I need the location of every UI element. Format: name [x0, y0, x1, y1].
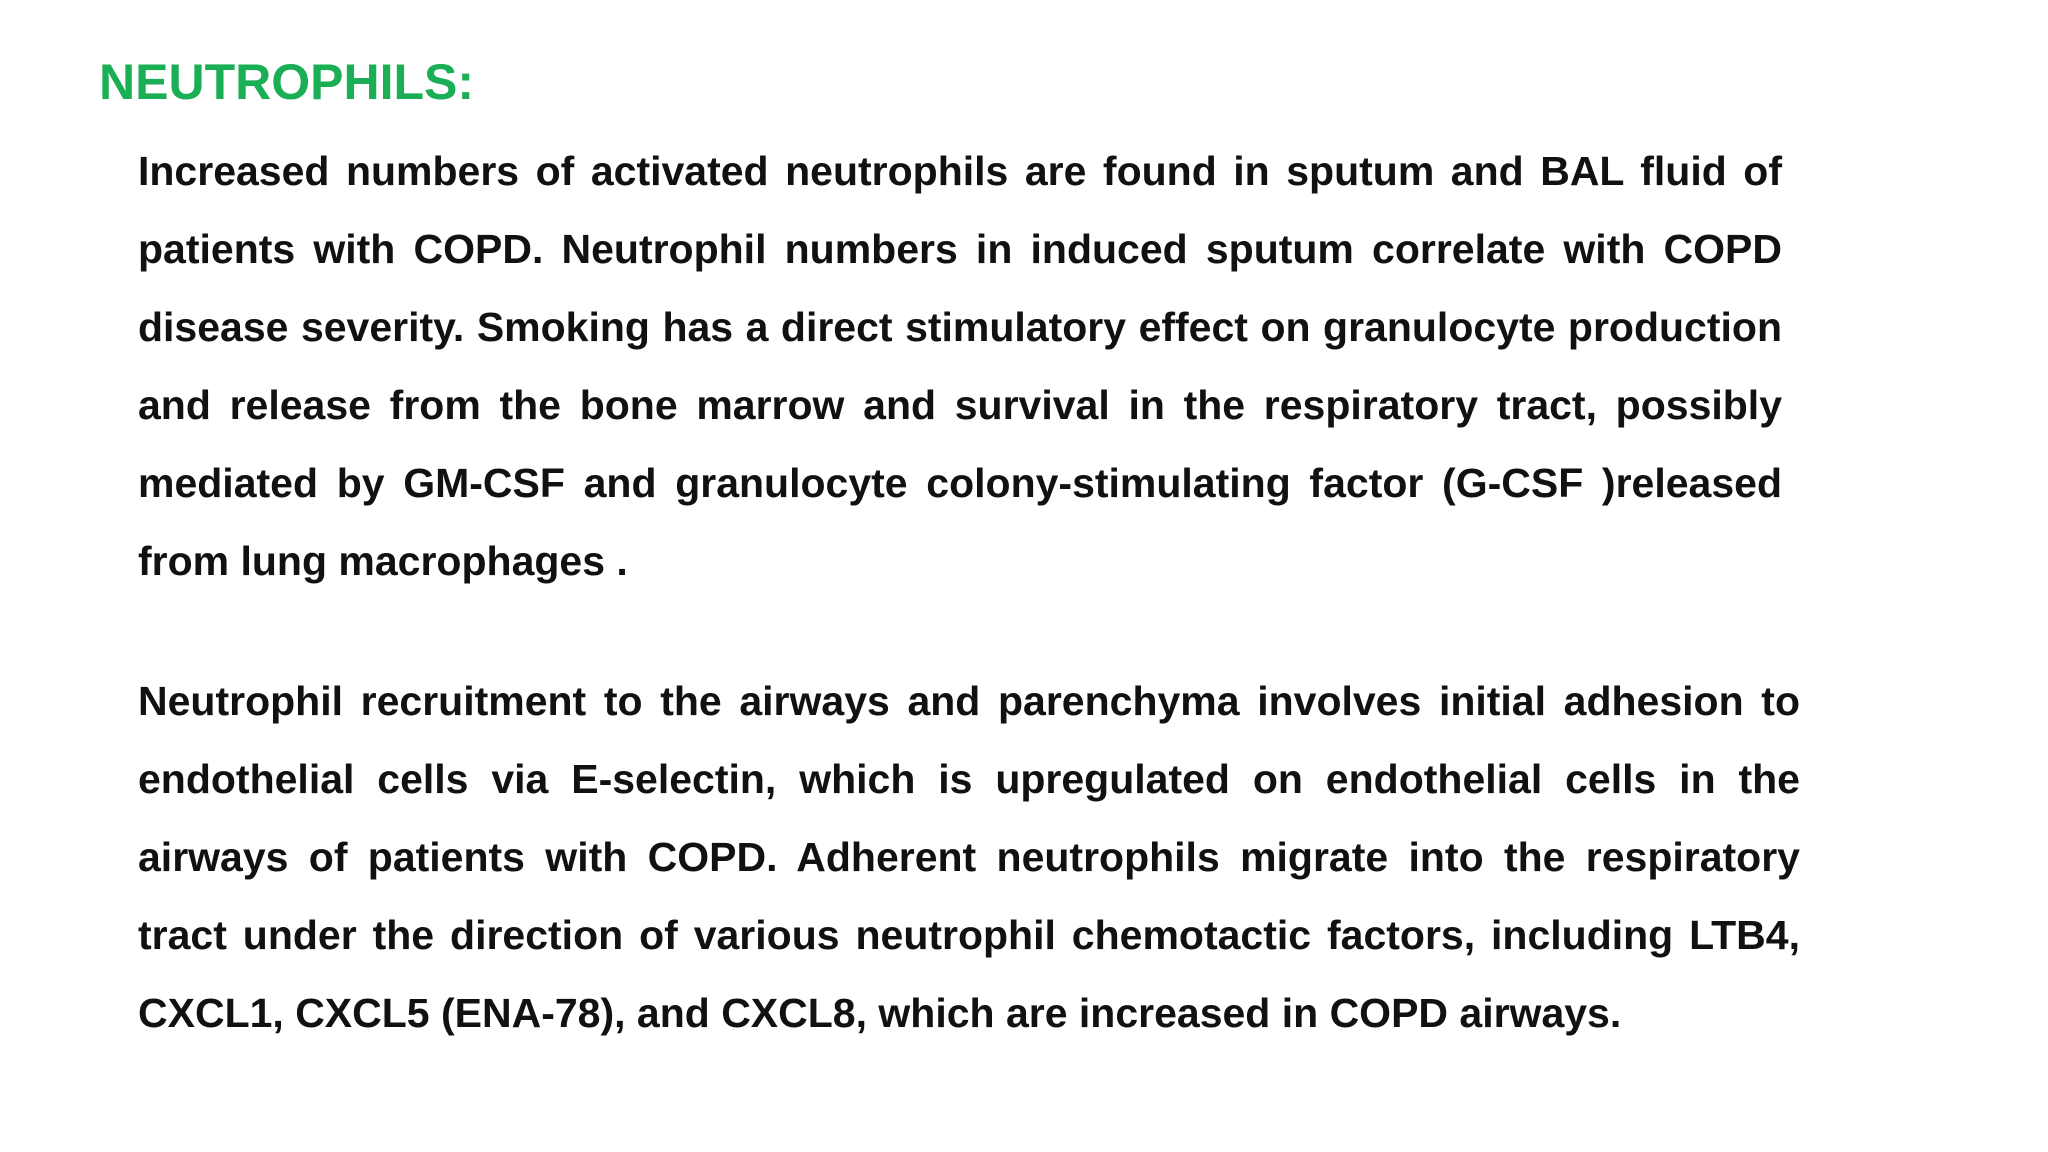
paragraph-neutrophil-counts: Increased numbers of activated neutrophils are found in sputum and BAL fluid of patients with COPD. Neutrophil numbers in induced sputum correlate with COPD disease severity. Smoking has a direct stimulatory effect on granulocyte production and release from the bone marrow and survival in the respiratory tract, possibly mediated by GM-CSF and granulocyte colony-stimulating factor (G-CSF )released from lung macrophages .	[138, 148, 1782, 584]
paragraph-neutrophil-recruitment: Neutrophil recruitment to the airways and parenchyma involves initial adhesion to endothelial cells via E-selectin, which is upregulated on endothelial cells in the airways of patients with COPD. Adherent neutrophils migrate into the respiratory tract under the direction of various neutrophil chemotactic factors, including LTB4, CXCL1, CXCL5 (ENA-78), and CXCL8, which are increased in COPD airways.	[138, 678, 1800, 1036]
slide-heading: NEUTROPHILS:	[99, 54, 474, 110]
